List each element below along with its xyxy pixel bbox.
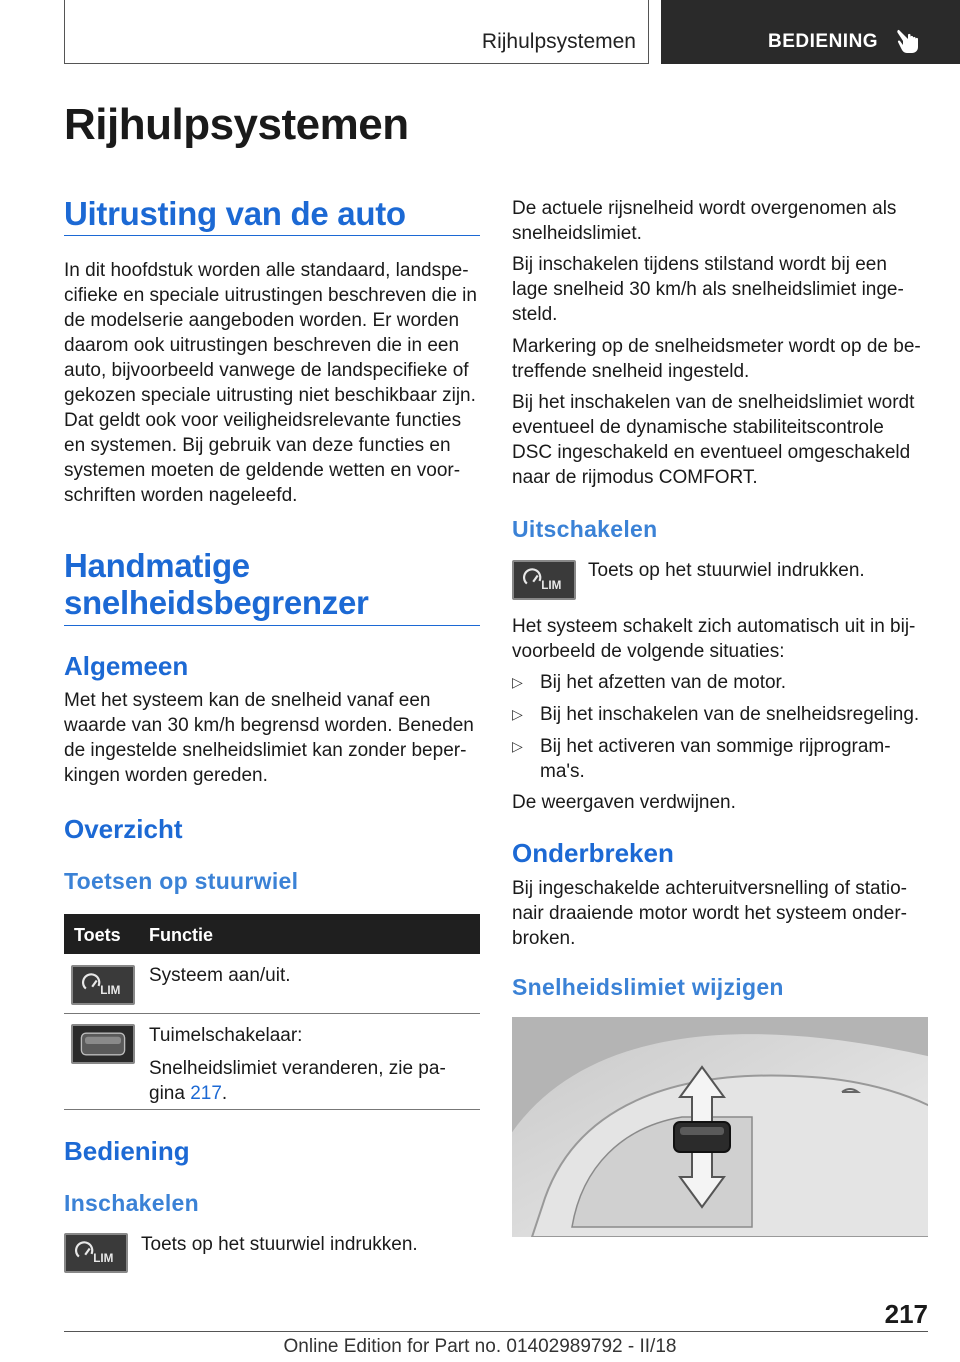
heading-switch-off: Uitschakelen [512, 516, 658, 542]
heading-steering-buttons: Toetsen op stuurwiel [64, 868, 299, 894]
heading-operation: Bediening [64, 1136, 190, 1166]
page-number: 217 [884, 1299, 928, 1329]
steering-wheel-rocker-illustration [512, 1017, 928, 1237]
header-chapter-box [661, 0, 960, 64]
page-link[interactable]: 217 [190, 1083, 222, 1104]
heading-interrupt: Onderbreken [512, 838, 674, 868]
table-row [64, 1014, 480, 1110]
page-title: Rijhulpsystemen [64, 100, 409, 149]
paragraph-switch-on: Toets op het stuurwiel indrukken. [141, 1234, 418, 1255]
buttons-table [64, 914, 480, 1110]
svg-text:LIM: LIM [100, 984, 121, 997]
heading-overview: Overzicht [64, 814, 183, 844]
paragraph-general: Met het systeem kan de snelheid vanaf een waarde van 30 km/h begrensd worden. Beneden de ingestelde snelheidslimiet kan zonder beper- kingen worden gereden. [64, 690, 474, 786]
heading-speed-limiter: Handmatige snelheidsbegrenzer [64, 547, 369, 621]
paragraph-auto-off: Het systeem schakelt zich automatisch uit in bij- voorbeeld de volgende situaties: [512, 616, 916, 662]
paragraph-interrupt: Bij ingeschakelde achteruitversnelling of statio- nair draaiende motor wordt het systeem onder- broken. [512, 878, 907, 949]
lim-button-icon [71, 965, 135, 1005]
edition-text: Online Edition for Part no. 01402989792 - II/18 [283, 1336, 677, 1357]
heading-rule [64, 625, 480, 626]
table-cell-function: Systeem aan/uit. [149, 965, 291, 986]
svg-text:LIM: LIM [541, 579, 562, 592]
paragraph-marking: Markering op de snelheidsmeter wordt op de be- treffende snelheid ingesteld. [512, 336, 921, 382]
triangle-bullet-icon: ▷ [512, 738, 523, 754]
paragraph-equipment: In dit hoofdstuk worden alle standaard, landspe- cifieke en speciale uitrustingen beschreven die in de modelserie aangeboden worden. Er worden daarom ook uitrustingen beschreven die in een auto, bijvoorbeeld vanwege de landspecifieke of gekozen speciale uitrusting niet beschikbaar zijn. Dat geldt ook voor veiligheidsrelevante functies en systemen. Bij gebruik van deze functies en systemen moeten de geldende wetten en voor- schriften worden nageleefd. [64, 260, 477, 506]
triangle-bullet-icon: ▷ [512, 674, 523, 690]
header-section-title: Rijhulpsystemen [481, 30, 636, 53]
footer-rule [64, 1331, 928, 1332]
table-cell-function: Tuimelschakelaar: Snelheidslimiet veranderen, zie pa- gina 217. [149, 1025, 446, 1104]
triangle-bullet-icon: ▷ [512, 706, 523, 722]
lim-button-icon [64, 1233, 128, 1273]
rocker-switch-icon [71, 1024, 135, 1064]
paragraph-standstill: Bij inschakelen tijdens stilstand wordt bij een lage snelheid 30 km/h als snelheidslimiet inge- steld. [512, 254, 904, 325]
heading-switch-on: Inschakelen [64, 1190, 199, 1216]
paragraph-dsc: Bij het inschakelen van de snelheidslimiet wordt eventueel de dynamische stabiliteitscontrole DSC ingeschakeld en eventueel omgeschakeld naar de rijmodus COMFORT. [512, 392, 915, 488]
table-header [64, 914, 480, 954]
heading-change-limit: Snelheidslimiet wijzigen [512, 974, 784, 1000]
paragraph-intro: De actuele rijsnelheid wordt overgenomen als snelheidslimiet. [512, 198, 897, 244]
pointing-hand-icon [895, 26, 925, 54]
paragraph-switch-off: Toets op het stuurwiel indrukken. [588, 560, 865, 581]
table-row [64, 954, 480, 1014]
heading-equipment: Uitrusting van de auto [64, 195, 406, 232]
lim-button-icon [512, 560, 576, 600]
heading-rule [64, 235, 480, 236]
heading-general: Algemeen [64, 651, 189, 681]
header-chapter-title: BEDIENING [768, 31, 879, 52]
table-header-function: Functie [149, 925, 214, 945]
header-section-box [64, 0, 649, 64]
table-header-key: Toets [74, 925, 121, 945]
svg-text:LIM: LIM [93, 1252, 114, 1265]
paragraph-disappear: De weergaven verdwijnen. [512, 792, 736, 813]
